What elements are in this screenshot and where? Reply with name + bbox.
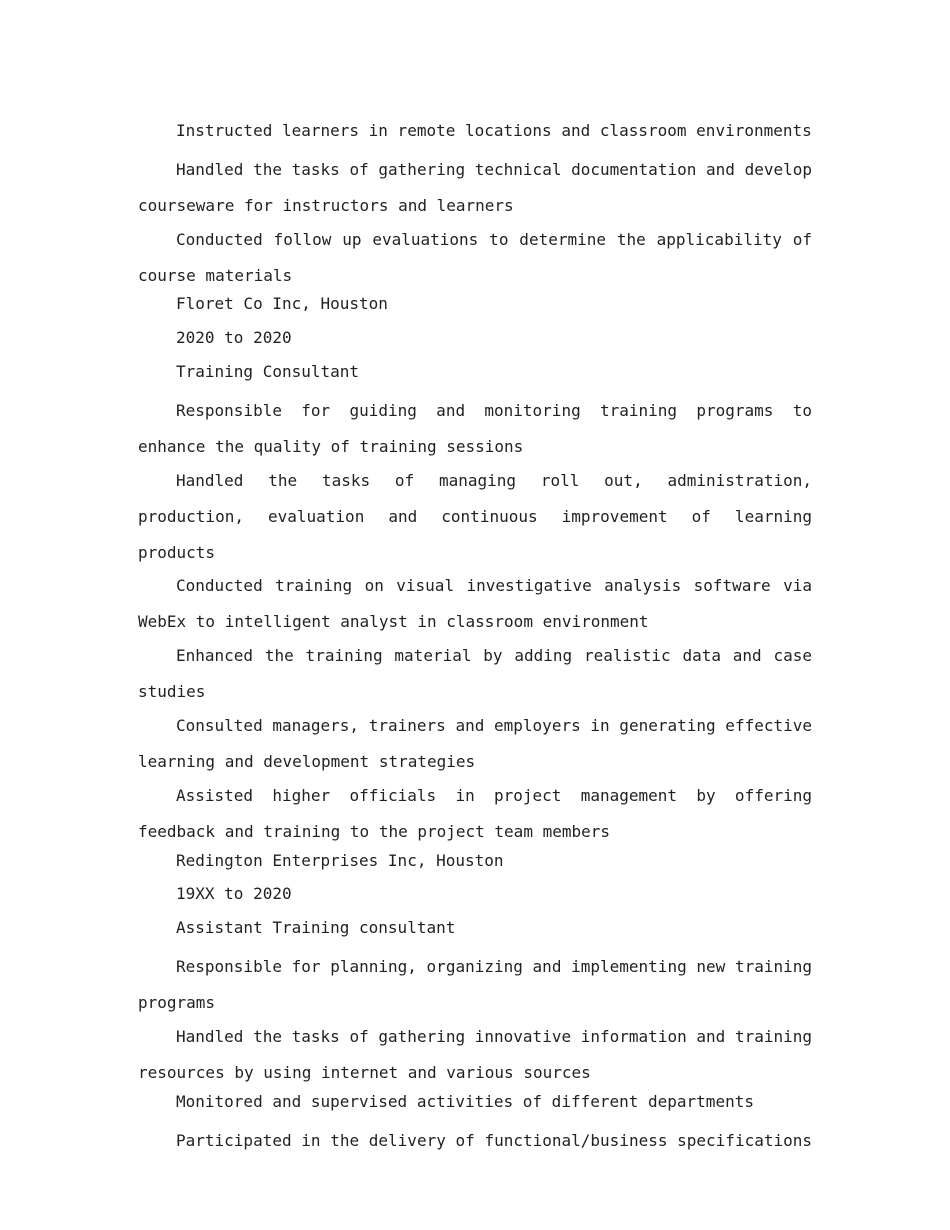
company-name: Floret Co Inc, Houston (176, 294, 388, 314)
company-name: Redington Enterprises Inc, Houston (176, 850, 504, 870)
paragraph-line: Monitored and supervised activities of different departments (176, 1091, 754, 1111)
paragraph: Responsible for guiding and monitoring training programs to enhance the quality of training sessions (138, 400, 812, 456)
paragraph-line: Instructed learners in remote locations and classroom environments (176, 121, 812, 140)
paragraph: Responsible for planning, organizing and implementing new training programs (138, 957, 812, 1013)
job-title: Assistant Training consultant (176, 918, 456, 938)
paragraph: Consulted managers, trainers and employers in generating effective learning and development strategies (138, 716, 812, 772)
paragraph: Participated in the delivery of functional/business specifications (176, 1130, 812, 1150)
paragraph: Handled the tasks of gathering innovative information and training resources by using internet and various sources (138, 1026, 812, 1082)
paragraph: Conducted follow up evaluations to determine the applicability of course materials (138, 229, 812, 285)
job-title: Training Consultant (176, 362, 360, 382)
paragraph: Handled the tasks of managing roll out, administration, production, evaluation and continuous improvement of learning products (138, 470, 812, 562)
document-body (138, 118, 812, 1156)
paragraph: Enhanced the training material by adding realistic data and case studies (138, 646, 812, 702)
paragraph: Conducted training on visual investigative analysis software via WebEx to intelligent analyst in classroom environment (138, 576, 812, 632)
date-range: 2020 to 2020 (176, 328, 292, 348)
paragraph: Assisted higher officials in project management by offering feedback and training to the project team members (138, 785, 812, 841)
paragraph: Handled the tasks of gathering technical documentation and develop courseware for instructors and learners (138, 159, 812, 215)
date-range: 19XX to 2020 (176, 884, 292, 904)
